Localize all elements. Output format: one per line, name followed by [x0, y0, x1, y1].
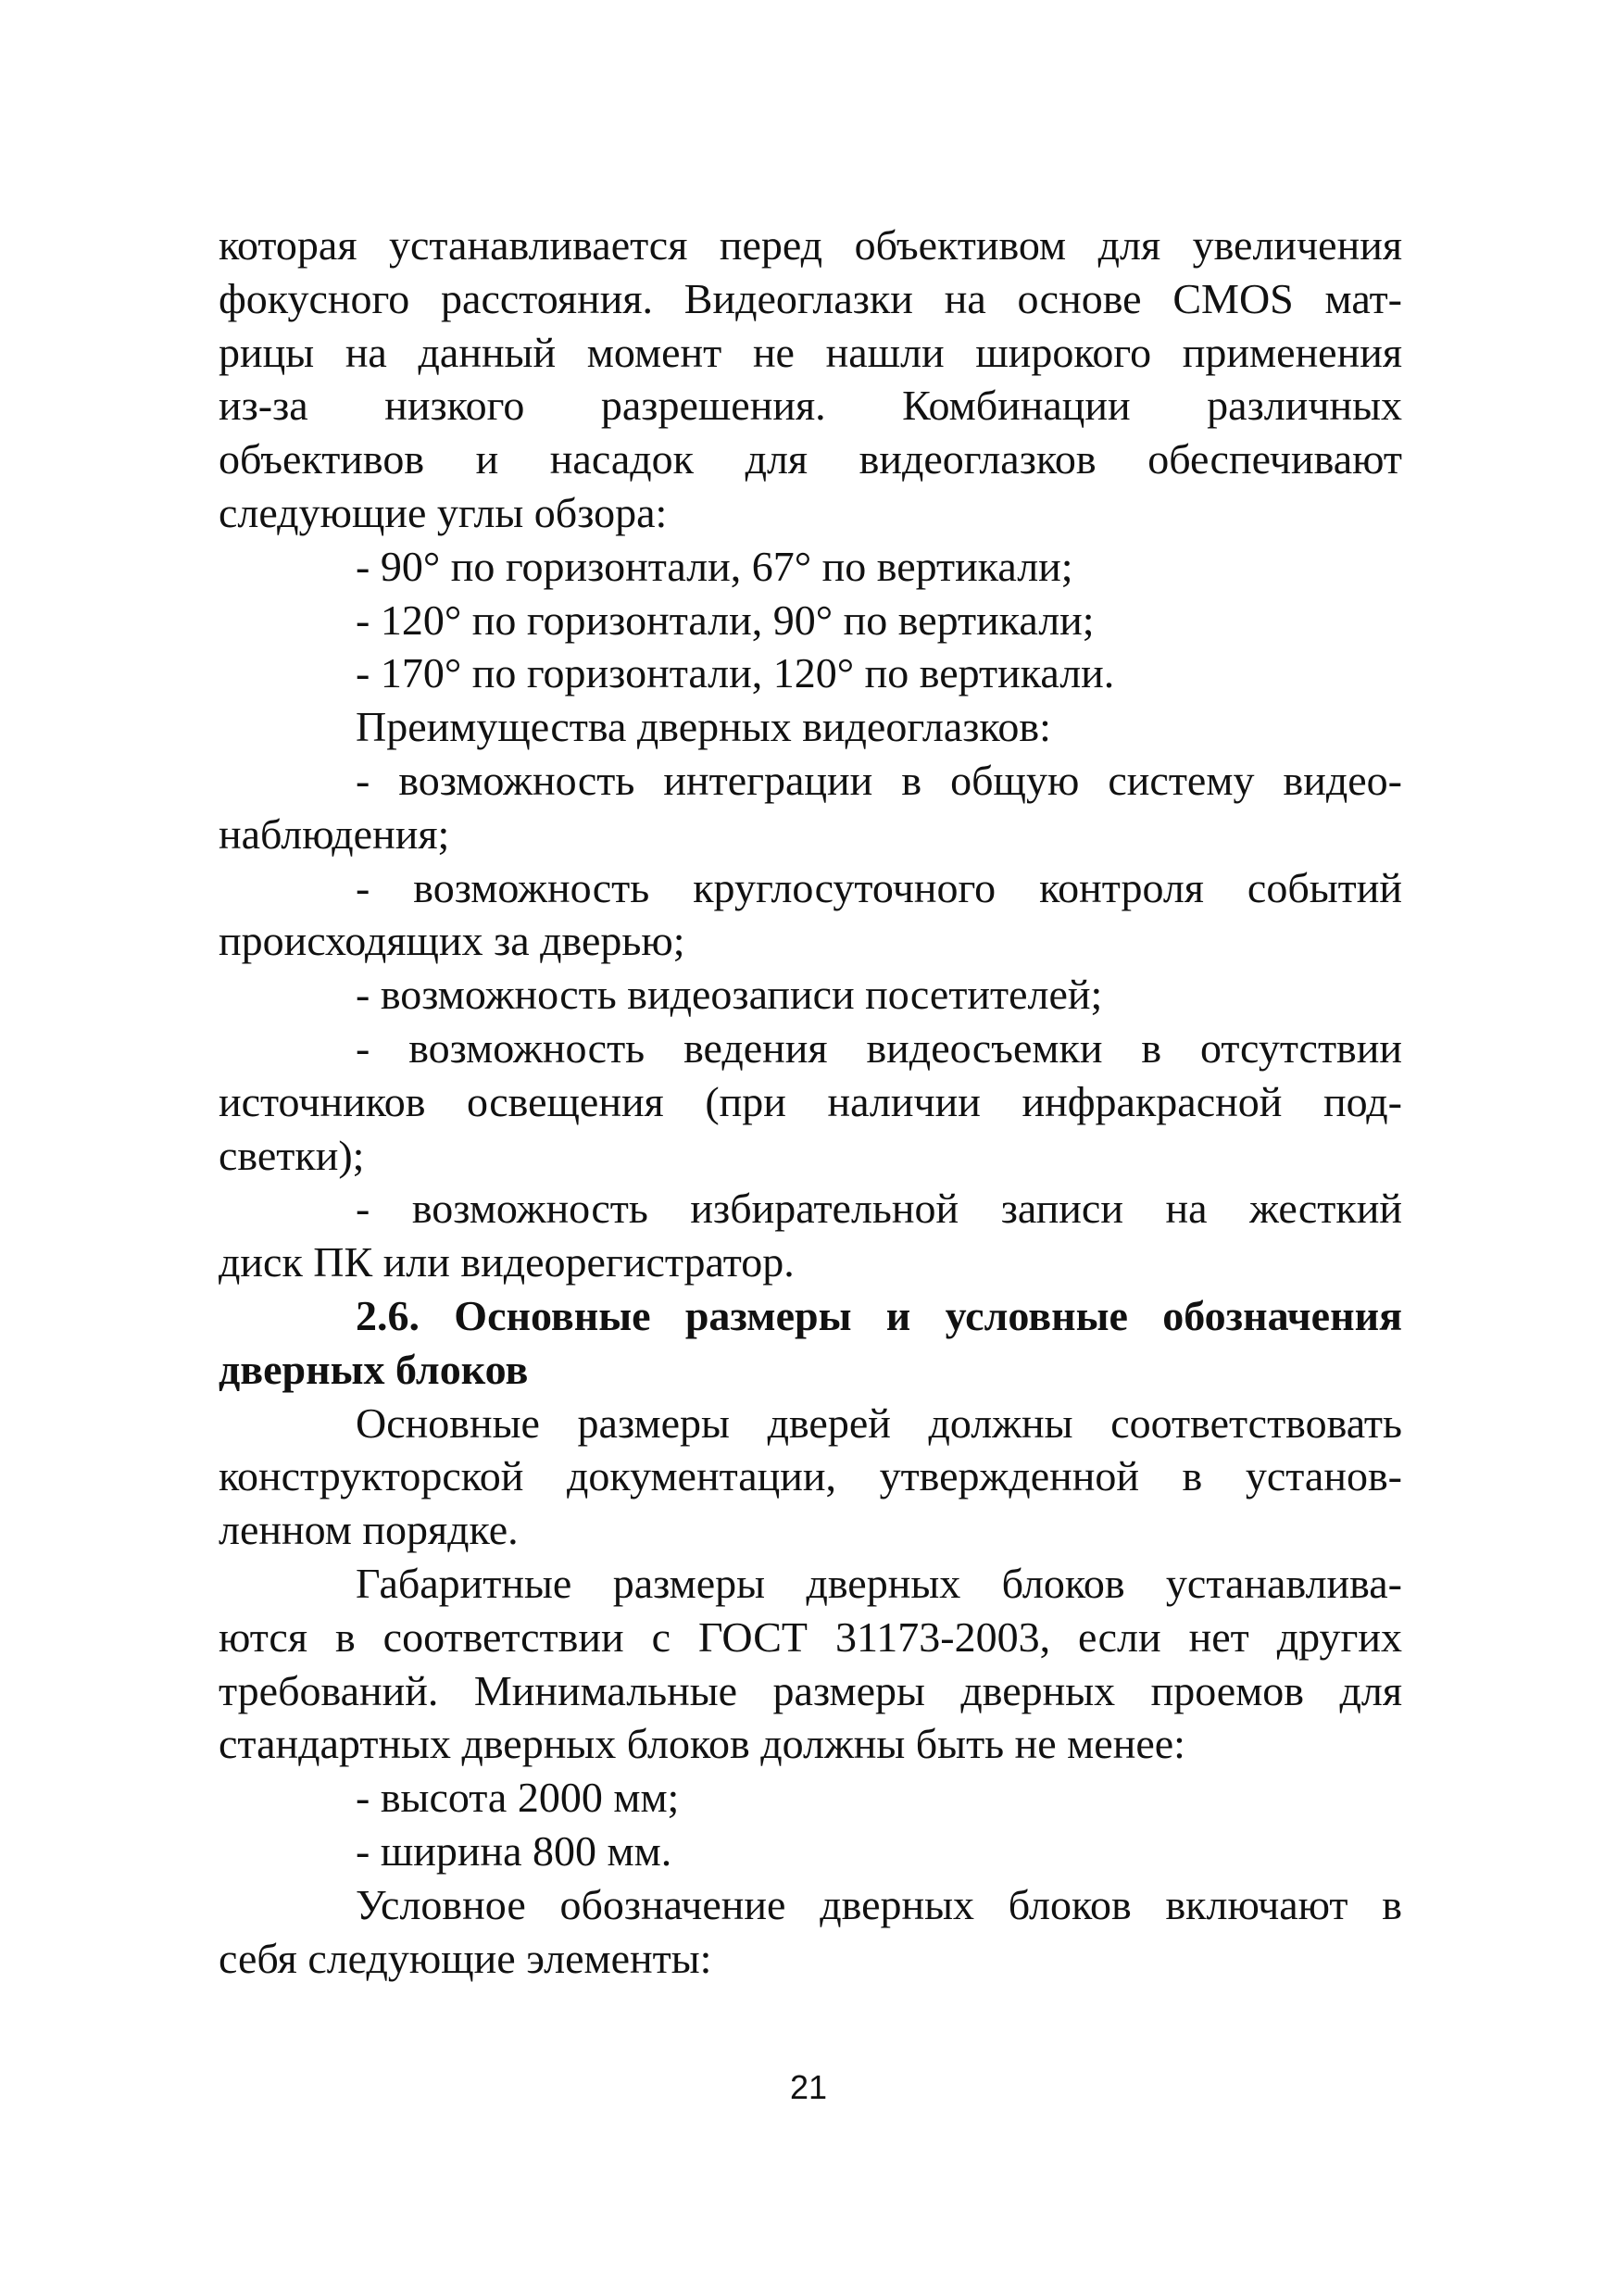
- list-item: - высота 2000 мм;: [356, 1774, 680, 1822]
- text-line: диск ПК или видеорегистратор.: [219, 1238, 795, 1286]
- text-line: происходящих за дверью;: [219, 917, 685, 965]
- paragraph-line: Основные размеры дверей должны соответствовать: [356, 1399, 1402, 1447]
- text-line: требований. Минимальные размеры дверных проемов для: [219, 1666, 1402, 1714]
- section-heading: 2.6. Основные размеры и условные обозначения: [356, 1291, 1402, 1339]
- text-line: рицы на данный момент не нашли широкого применения: [219, 328, 1402, 376]
- paragraph-line: Условное обозначение дверных блоков включают в: [356, 1880, 1402, 1928]
- list-item: - возможность ведения видеосъемки в отсутствии: [356, 1023, 1402, 1072]
- text-line: ленном порядке.: [219, 1506, 519, 1554]
- text-line: из-за низкого разрешения. Комбинации различных: [219, 382, 1402, 430]
- list-item: - возможность интеграции в общую систему видео-: [356, 756, 1402, 804]
- text-line: объективов и насадок для видеоглазков обеспечивают: [219, 435, 1402, 483]
- text-line: светки);: [219, 1131, 365, 1179]
- text-line: которая устанавливается перед объективом для увеличения: [219, 221, 1402, 269]
- list-item: - возможность видеозаписи посетителей;: [356, 971, 1103, 1019]
- list-item: - возможность круглосуточного контроля событий: [356, 863, 1402, 911]
- list-item: - 90° по горизонтали, 67° по вертикали;: [356, 542, 1073, 590]
- page-body: [219, 219, 1402, 1985]
- text-line: источников освещения (при наличии инфракрасной под-: [219, 1077, 1402, 1125]
- section-heading: дверных блоков: [219, 1345, 529, 1393]
- text-line: себя следующие элементы:: [219, 1934, 712, 1982]
- text-line: фокусного расстояния. Видеоглазки на основе CMOS мат-: [219, 274, 1402, 322]
- text-line: конструкторской документации, утвержденной в установ-: [219, 1452, 1402, 1500]
- list-item: - ширина 800 мм.: [356, 1826, 672, 1875]
- text-line: ются в соответствии с ГОСТ 31173-2003, если нет других: [219, 1612, 1402, 1661]
- list-item: - 120° по горизонтали, 90° по вертикали;: [356, 596, 1095, 644]
- paragraph-line: Габаритные размеры дверных блоков устанавлива-: [356, 1559, 1402, 1607]
- list-item: - 170° по горизонтали, 120° по вертикали.: [356, 649, 1115, 697]
- text-line: следующие углы обзора:: [219, 488, 668, 536]
- page-number: 21: [789, 2068, 828, 2106]
- text-line: наблюдения;: [219, 809, 450, 858]
- paragraph-line: Преимущества дверных видеоглазков:: [356, 703, 1051, 751]
- list-item: - возможность избирательной записи на жесткий: [356, 1185, 1402, 1233]
- text-line: стандартных дверных блоков должны быть не менее:: [219, 1720, 1185, 1768]
